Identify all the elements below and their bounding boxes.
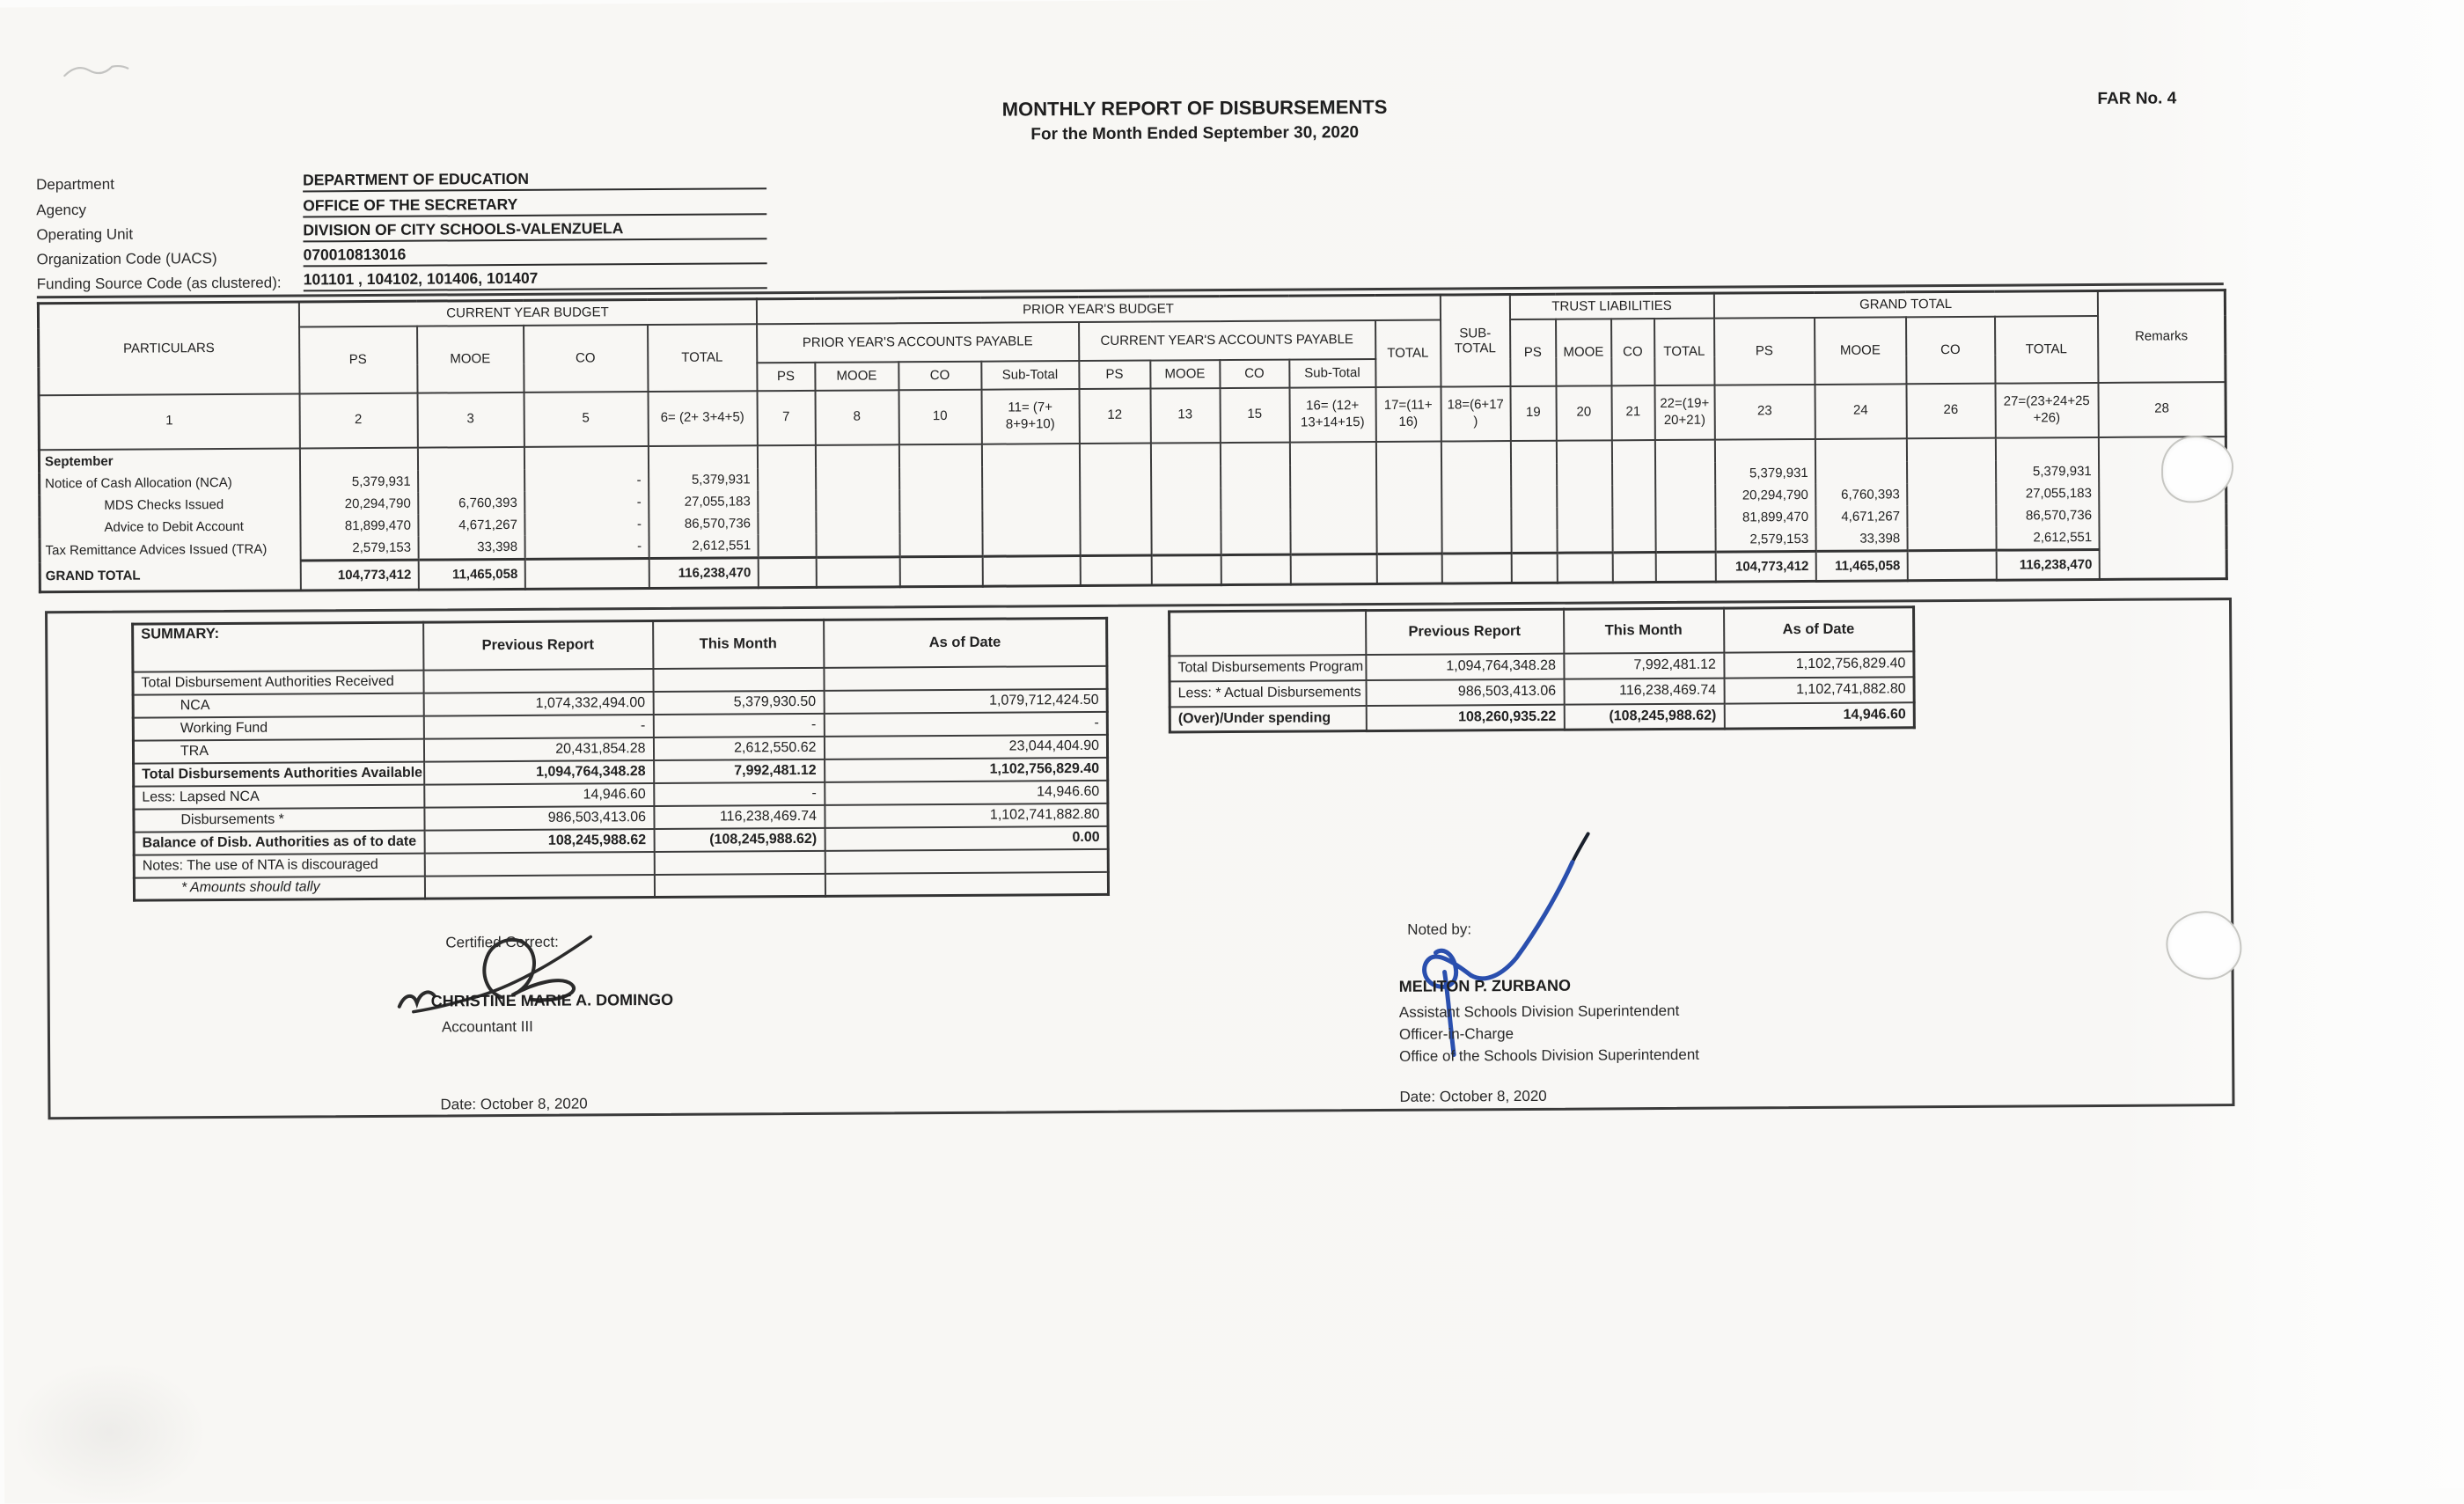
summary-prev: 986,503,413.06	[1366, 679, 1564, 705]
field-label: Operating Unit	[36, 225, 134, 244]
field-operating-unit	[36, 218, 766, 244]
col-num: 23	[1714, 384, 1815, 439]
summary-asof: 1,102,741,882.80	[825, 803, 1108, 827]
signatory-title-3: Office of the Schools Division Superintendent	[1399, 1045, 1700, 1065]
col-num: 21	[1611, 385, 1654, 440]
row-label: GRAND TOTAL	[40, 561, 300, 592]
cell-total: 86,570,736	[649, 512, 758, 535]
col-cyap-subtotal: Sub-Total	[1289, 358, 1375, 387]
col-num: 24	[1815, 384, 1906, 439]
col-this-month: This Month	[653, 620, 824, 668]
summary-prev: 14,946.60	[424, 783, 654, 808]
summary-label: Less: * Actual Disbursements	[1170, 680, 1366, 707]
summary-table	[131, 617, 1110, 902]
col-tl-co: CO	[1611, 319, 1654, 385]
signatory-title-2: Officer-in-Charge	[1398, 1025, 1514, 1043]
cell-gt-mooe: 11,465,058	[1815, 551, 1907, 582]
summary-header: SUMMARY:	[133, 622, 423, 671]
cell-mooe: 11,465,058	[418, 559, 524, 590]
report-subtitle: For the Month Ended September 30, 2020	[1030, 123, 1360, 144]
cell-gt-ps: 104,773,412	[1715, 551, 1815, 582]
field-agency	[36, 194, 766, 219]
field-label: Agency	[36, 201, 87, 219]
field-label: Department	[36, 175, 114, 194]
signatory-title-1: Assistant Schools Division Superintendent	[1398, 1001, 1680, 1021]
summary-label: (Over)/Under spending	[1170, 706, 1366, 732]
group-current-year-budget: CURRENT YEAR BUDGET	[298, 299, 756, 326]
signature-domingo	[388, 921, 635, 1028]
cell-total: 27,055,183	[649, 490, 758, 513]
field-value: OFFICE OF THE SECRETARY	[303, 194, 766, 217]
summary-prev: 1,074,332,494.00	[423, 692, 653, 716]
cell-gt-total: 5,379,931	[1996, 459, 2099, 482]
col-tl-total: TOTAL	[1654, 318, 1714, 385]
col-num: 11= (7+ 8+9+10)	[981, 389, 1079, 444]
col-num: 15	[1220, 387, 1289, 442]
summary-month: -	[653, 713, 824, 737]
field-label: Funding Source Code (as clustered):	[36, 274, 282, 293]
summary-asof: 1,102,741,882.80	[1724, 677, 1914, 703]
summary-asof: 23,044,404.90	[824, 734, 1107, 759]
col-this-month: This Month	[1564, 608, 1724, 653]
col-particulars: PARTICULARS	[38, 302, 299, 395]
cell-gt-mooe: 33,398	[1815, 527, 1907, 552]
cell-ps: 5,379,931	[300, 470, 418, 493]
title-block	[833, 95, 1555, 146]
cell-total: 2,612,551	[649, 534, 758, 559]
cell-co: -	[524, 513, 649, 536]
cell-ps: 81,899,470	[300, 514, 418, 537]
signatory-name: CHRISTINE MARIE A. DOMINGO	[430, 990, 674, 1010]
field-value: DIVISION OF CITY SCHOOLS-VALENZUELA	[303, 218, 766, 242]
col-as-of-date: As of Date	[1724, 607, 1914, 652]
noted-by-label: Noted by:	[1407, 921, 1472, 938]
cell-mooe	[418, 469, 524, 492]
col-cyb-ps: PS	[299, 326, 417, 393]
field-value: 101101 , 104102, 101406, 101407	[304, 268, 767, 291]
summary-header	[1170, 611, 1366, 656]
col-cyb-total: TOTAL	[648, 324, 758, 392]
summary-month: 7,992,481.12	[1564, 652, 1724, 679]
col-num: 5	[524, 392, 648, 447]
summary-label: * Amounts should tally	[134, 876, 424, 900]
summary-label: Notes: The use of NTA is discouraged	[134, 853, 424, 877]
summary-asof: 1,102,756,829.40	[1724, 651, 1914, 678]
row-label: Advice to Debit Account	[40, 515, 300, 539]
group-prior-years-ap: PRIOR YEAR'S ACCOUNTS PAYABLE	[757, 322, 1079, 363]
col-pyap-subtotal: Sub-Total	[981, 361, 1079, 390]
col-sub-total: SUB-TOTAL	[1440, 295, 1510, 386]
cell-gt-mooe: 6,760,393	[1815, 483, 1907, 506]
cell-gt-total: 116,238,470	[1996, 549, 2099, 580]
summary-prev: 20,431,854.28	[423, 737, 653, 762]
col-cyap-co: CO	[1220, 359, 1289, 387]
cell-gt-mooe: 4,671,267	[1815, 505, 1907, 528]
field-organization-code	[37, 243, 767, 268]
summary-prev: 986,503,413.06	[424, 806, 654, 831]
col-gt-total: TOTAL	[1995, 315, 2098, 383]
cell-total: 116,238,470	[649, 558, 758, 589]
col-gt-ps: PS	[1714, 317, 1815, 385]
summary-month: 2,612,550.62	[653, 736, 824, 759]
cell-mooe: 33,398	[418, 535, 524, 560]
summary-month: 116,238,469.74	[654, 804, 825, 828]
group-prior-years-budget: PRIOR YEAR'S BUDGET	[756, 295, 1440, 324]
summary-prev: 1,094,764,348.28	[424, 760, 654, 785]
field-value: 070010813016	[303, 243, 766, 267]
col-num: 8	[815, 390, 898, 445]
col-num: 6= (2+ 3+4+5)	[648, 391, 757, 446]
summary-label: TRA	[133, 738, 423, 763]
cell-gt-total: 86,570,736	[1996, 503, 2099, 526]
cell-mooe: 4,671,267	[418, 513, 524, 536]
col-pyap-ps: PS	[757, 362, 815, 390]
cell-co: -	[524, 535, 649, 560]
col-num: 17=(11+ 16)	[1375, 386, 1441, 441]
col-num: 19	[1510, 385, 1556, 440]
col-previous-report: Previous Report	[423, 621, 653, 671]
col-remarks: Remarks	[2098, 290, 2226, 383]
summary-month: 116,238,469.74	[1564, 678, 1724, 704]
col-num: 26	[1906, 383, 1995, 438]
summary-label: Disbursements *	[134, 807, 424, 832]
col-cyap-mooe: MOOE	[1150, 360, 1220, 388]
summary-prev: 108,260,935.22	[1366, 704, 1564, 730]
col-num: 13	[1150, 388, 1220, 443]
cell-mooe: 6,760,393	[418, 491, 524, 514]
summary-asof: -	[824, 711, 1107, 736]
signature-date: Date: October 8, 2020	[1399, 1087, 1547, 1105]
cell-gt-total: 2,612,551	[1996, 525, 2099, 550]
summary-month: -	[654, 781, 825, 805]
signature-date: Date: October 8, 2020	[440, 1095, 588, 1113]
scan-smudge	[12, 1361, 207, 1503]
summary-month: 7,992,481.12	[654, 759, 825, 782]
col-pyb-total: TOTAL	[1375, 319, 1441, 386]
row-label: Notice of Cash Allocation (NCA)	[40, 471, 300, 495]
summary-prev: 108,245,988.62	[424, 829, 654, 854]
cell-ps: 104,773,412	[300, 560, 418, 591]
cell-gt-ps: 20,294,790	[1715, 483, 1815, 506]
summary-asof: 1,079,712,424.50	[824, 688, 1107, 713]
pencil-mark	[57, 52, 163, 88]
report-title: MONTHLY REPORT OF DISBURSEMENTS	[1001, 95, 1388, 121]
disbursements-table	[37, 289, 2228, 593]
summary-row	[1170, 702, 1914, 732]
cell-gt-ps: 5,379,931	[1715, 461, 1815, 484]
col-num: 27=(23+24+25 +26)	[1995, 382, 2098, 437]
col-tl-mooe: MOOE	[1556, 319, 1611, 385]
cell-gt-ps: 2,579,153	[1715, 527, 1815, 552]
col-num: 2	[299, 393, 417, 448]
cell-ps: 2,579,153	[300, 536, 418, 561]
field-label: Organization Code (UACS)	[36, 250, 217, 268]
cell-co: -	[524, 469, 649, 492]
col-cyb-co: CO	[524, 325, 648, 393]
summary-month: 5,379,930.50	[653, 690, 824, 714]
group-current-years-ap: CURRENT YEAR'S ACCOUNTS PAYABLE	[1079, 319, 1375, 360]
cell-gt-ps: 81,899,470	[1715, 505, 1815, 528]
col-num: 10	[898, 389, 981, 444]
col-num: 18=(6+17 )	[1441, 386, 1510, 441]
field-value: DEPARTMENT OF EDUCATION	[303, 168, 766, 192]
summary-asof: 14,946.60	[1724, 702, 1914, 729]
cell-total: 5,379,931	[649, 468, 758, 491]
summary-asof: 1,102,756,829.40	[825, 757, 1108, 781]
col-num: 16= (12+ 13+14+15)	[1289, 386, 1375, 442]
col-gt-co: CO	[1906, 316, 1995, 384]
row-label: MDS Checks Issued	[40, 493, 300, 517]
signatory-name: MELITON P. ZURBANO	[1398, 976, 1572, 995]
col-pyap-mooe: MOOE	[815, 362, 898, 391]
summary-row	[134, 871, 1108, 900]
summary-label: NCA	[133, 693, 423, 717]
summary-label: Total Disbursement Authorities Received	[133, 670, 423, 694]
certified-correct-label: Certified Correct:	[445, 933, 559, 951]
summary-label: Total Disbursements Authorities Available	[134, 761, 424, 786]
col-previous-report: Previous Report	[1366, 609, 1564, 654]
col-num: 7	[757, 390, 815, 444]
group-trust-liabilities: TRUST LIABILITIES	[1509, 293, 1713, 319]
col-cyb-mooe: MOOE	[417, 325, 524, 393]
cell-co: -	[524, 491, 649, 514]
col-num: 20	[1556, 385, 1611, 440]
col-num: 28	[2098, 382, 2226, 437]
summary-asof: 14,946.60	[825, 780, 1108, 804]
summary-prev: -	[423, 715, 653, 739]
col-num: 22=(19+ 20+21)	[1654, 385, 1714, 439]
col-num: 3	[417, 392, 524, 447]
col-tl-ps: PS	[1510, 319, 1556, 385]
summary-asof: 0.00	[825, 825, 1108, 850]
group-grand-total: GRAND TOTAL	[1713, 290, 2097, 318]
far-number: FAR No. 4	[2097, 89, 2177, 108]
summary-month: (108,245,988.62)	[654, 827, 825, 851]
row-label: Tax Remittance Advices Issued (TRA)	[40, 537, 300, 562]
col-num: 1	[39, 393, 299, 450]
summary-prev: 1,094,764,348.28	[1366, 653, 1564, 679]
field-funding-source	[37, 268, 767, 293]
col-gt-mooe: MOOE	[1815, 317, 1906, 385]
row-label: September	[39, 448, 299, 473]
col-pyap-co: CO	[898, 361, 981, 390]
cell-ps: 20,294,790	[300, 492, 418, 515]
col-num: 12	[1079, 388, 1150, 443]
summary-label: Less: Lapsed NCA	[134, 784, 424, 809]
col-cyap-ps: PS	[1079, 360, 1150, 388]
disbursement-program-table	[1168, 605, 1916, 733]
cell-gt-mooe	[1815, 461, 1907, 484]
signatory-title: Accountant III	[441, 1017, 533, 1036]
summary-label: Total Disbursements Program	[1170, 655, 1366, 681]
summary-label: Working Fund	[133, 715, 423, 740]
col-as-of-date: As of Date	[824, 618, 1107, 667]
field-department	[36, 168, 766, 194]
summary-label: Balance of Disb. Authorities as of to date	[134, 830, 424, 855]
summary-month: (108,245,988.62)	[1564, 703, 1724, 730]
cell-gt-total: 27,055,183	[1996, 481, 2099, 504]
